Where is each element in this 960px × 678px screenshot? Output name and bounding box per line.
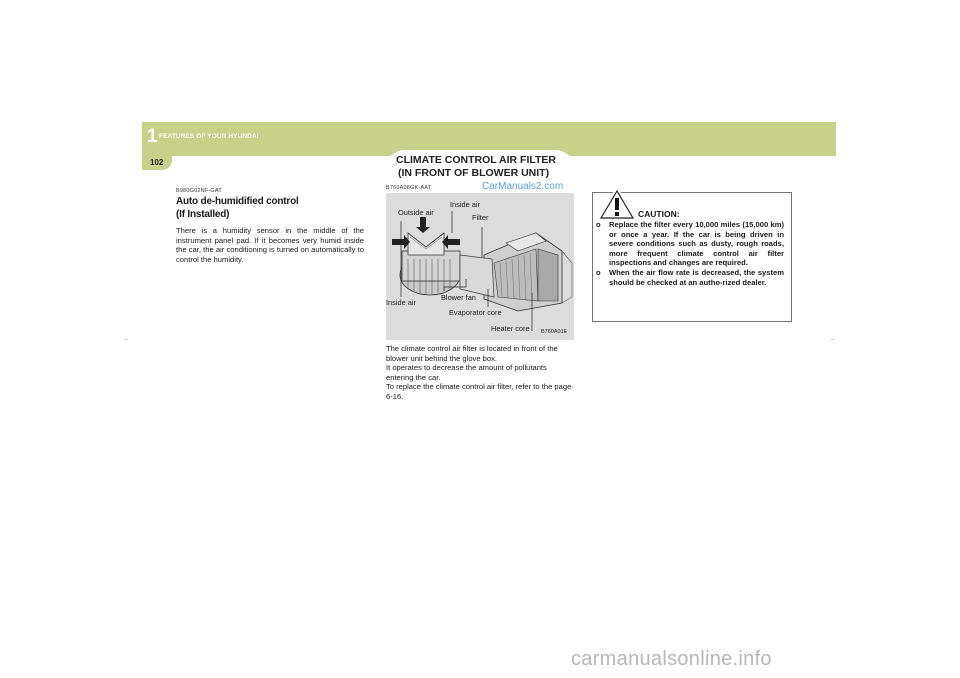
caution-item [596, 268, 784, 287]
figure-section-code: B760A06GK-AAT [386, 185, 432, 191]
section-title-line-1: CLIMATE CONTROL AIR FILTER [396, 154, 557, 166]
filter-description [386, 344, 574, 402]
label-inside-air-left: Inside air [386, 298, 416, 307]
crop-mark-right: – [831, 337, 835, 343]
caution-title: CAUTION: [638, 209, 680, 219]
caution-list [596, 220, 784, 287]
caution-item [596, 220, 784, 268]
filter-paragraph-1: The climate control air filter is located in front of the blower unit behind the glove box. [386, 344, 558, 363]
section-title [396, 154, 556, 180]
label-outside-air: Outside air [398, 208, 434, 217]
label-blower-fan: Blower fan [441, 293, 476, 302]
section-heading [176, 195, 299, 221]
filter-paragraph-3: To replace the climate control air filter, refer to the page 6-16. [386, 382, 572, 401]
label-evaporator-core: Evaporator core [449, 308, 502, 317]
label-heater-core: Heater core [491, 324, 530, 333]
chapter-number: 1 [147, 126, 158, 147]
filter-paragraph-2: It operates to decrease the amount of pollutants entering the car. [386, 363, 547, 382]
bullet-marker: o [596, 220, 601, 229]
page-number: 102 [150, 158, 164, 167]
site-watermark[interactable]: CarManuals2.com [482, 181, 564, 192]
caution-item-text: Replace the filter every 10,000 miles (15,000 km) or once a year. If the car is being driven in severe conditions such as dusty, rough roads, more frequent climate control air filter inspections and changes are required. [609, 220, 784, 268]
section-title-line-2: (IN FRONT OF BLOWER UNIT) [398, 167, 550, 179]
label-filter: Filter [472, 213, 489, 222]
footer-watermark[interactable]: carmanualsonline.info [571, 648, 772, 670]
heading-line-1: Auto de-humidified control [176, 196, 299, 207]
figure-code: B760A01E [541, 329, 568, 335]
label-inside-air-top: Inside air [450, 200, 480, 209]
body-paragraph: There is a humidity sensor in the middle of the instrument panel pad. If it becomes very humid inside the car, the air conditioning is turned on automatically to control the humidity. [176, 226, 364, 264]
crop-mark-left: – [124, 337, 128, 343]
heading-line-2: (If Installed) [176, 209, 230, 220]
bullet-marker: o [596, 267, 601, 277]
section-body [176, 226, 364, 264]
chapter-title: FEATURES OF YOUR HYUNDAI [159, 133, 259, 140]
caution-item-text: When the air flow rate is decreased, the system should be checked at an autho-rized dealer. [609, 267, 784, 287]
section-code: B980G02NF-GAT [176, 188, 222, 194]
